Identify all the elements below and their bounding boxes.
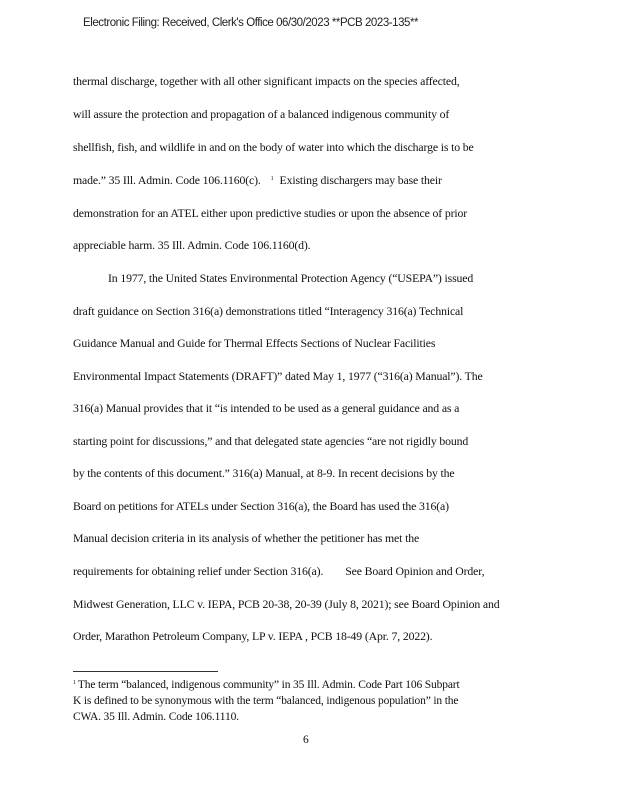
body-line: Midwest Generation, LLC v. IEPA, PCB 20-38, 20-39 (July 8, 2021); see Board Opinion and bbox=[73, 597, 500, 611]
footnote-line-text: The term “balanced, indigenous community” in 35 Ill. Admin. Code Part 106 Subpart bbox=[77, 679, 460, 691]
body-line: Environmental Impact Statements (DRAFT)” dated May 1, 1977 (“316(a) Manual”). The bbox=[73, 369, 483, 383]
body-line-text: Existing dischargers may base their bbox=[279, 173, 442, 187]
body-line bbox=[73, 564, 484, 579]
body-line-text: See Board Opinion and Order, bbox=[345, 564, 485, 578]
footnote-number: 1 bbox=[73, 680, 76, 686]
paragraph-first-line: In 1977, the United States Environmental Protection Agency (“USEPA”) issued bbox=[108, 271, 474, 285]
body-line: Board on petitions for ATELs under Section 316(a), the Board has used the 316(a) bbox=[73, 499, 449, 513]
body-line: Guidance Manual and Guide for Thermal Effects Sections of Nuclear Facilities bbox=[73, 336, 436, 350]
body-line: will assure the protection and propagation of a balanced indigenous community of bbox=[73, 107, 450, 121]
body-line-text: made.” 35 Ill. Admin. Code 106.1160(c). bbox=[73, 173, 261, 187]
footnote-reference: 1 bbox=[270, 176, 274, 182]
body-line: Order, Marathon Petroleum Company, LP v. IEPA , PCB 18-49 (Apr. 7, 2022). bbox=[73, 629, 433, 643]
footnote-line bbox=[73, 679, 460, 691]
footnote-separator bbox=[73, 671, 218, 672]
body-line bbox=[73, 173, 442, 188]
footnote-line: CWA. 35 Ill. Admin. Code 106.1110. bbox=[73, 711, 239, 723]
body-line: by the contents of this document.” 316(a) Manual, at 8-9. In recent decisions by the bbox=[73, 466, 455, 480]
body-line: starting point for discussions,” and that delegated state agencies “are not rigidly bound bbox=[73, 434, 469, 448]
body-line: shellfish, fish, and wildlife in and on the body of water into which the discharge is to be bbox=[73, 140, 474, 154]
body-line: thermal discharge, together with all other significant impacts on the species affected, bbox=[73, 74, 460, 88]
footnote-line: K is defined to be synonymous with the term “balanced, indigenous population” in the bbox=[73, 695, 459, 707]
page-number: 6 bbox=[303, 734, 309, 746]
body-line: demonstration for an ATEL either upon predictive studies or upon the absence of prior bbox=[73, 206, 468, 220]
filing-stamp-header: Electronic Filing: Received, Clerk's Office 06/30/2023 **PCB 2023-135** bbox=[83, 17, 419, 29]
body-line: draft guidance on Section 316(a) demonstrations titled “Interagency 316(a) Technical bbox=[73, 304, 464, 318]
body-line-text: requirements for obtaining relief under Section 316(a). bbox=[73, 564, 324, 578]
body-line: 316(a) Manual provides that it “is intended to be used as a general guidance and as a bbox=[73, 401, 460, 415]
body-line: appreciable harm. 35 Ill. Admin. Code 106.1160(d). bbox=[73, 238, 311, 252]
body-line: Manual decision criteria in its analysis of whether the petitioner has met the bbox=[73, 531, 420, 545]
